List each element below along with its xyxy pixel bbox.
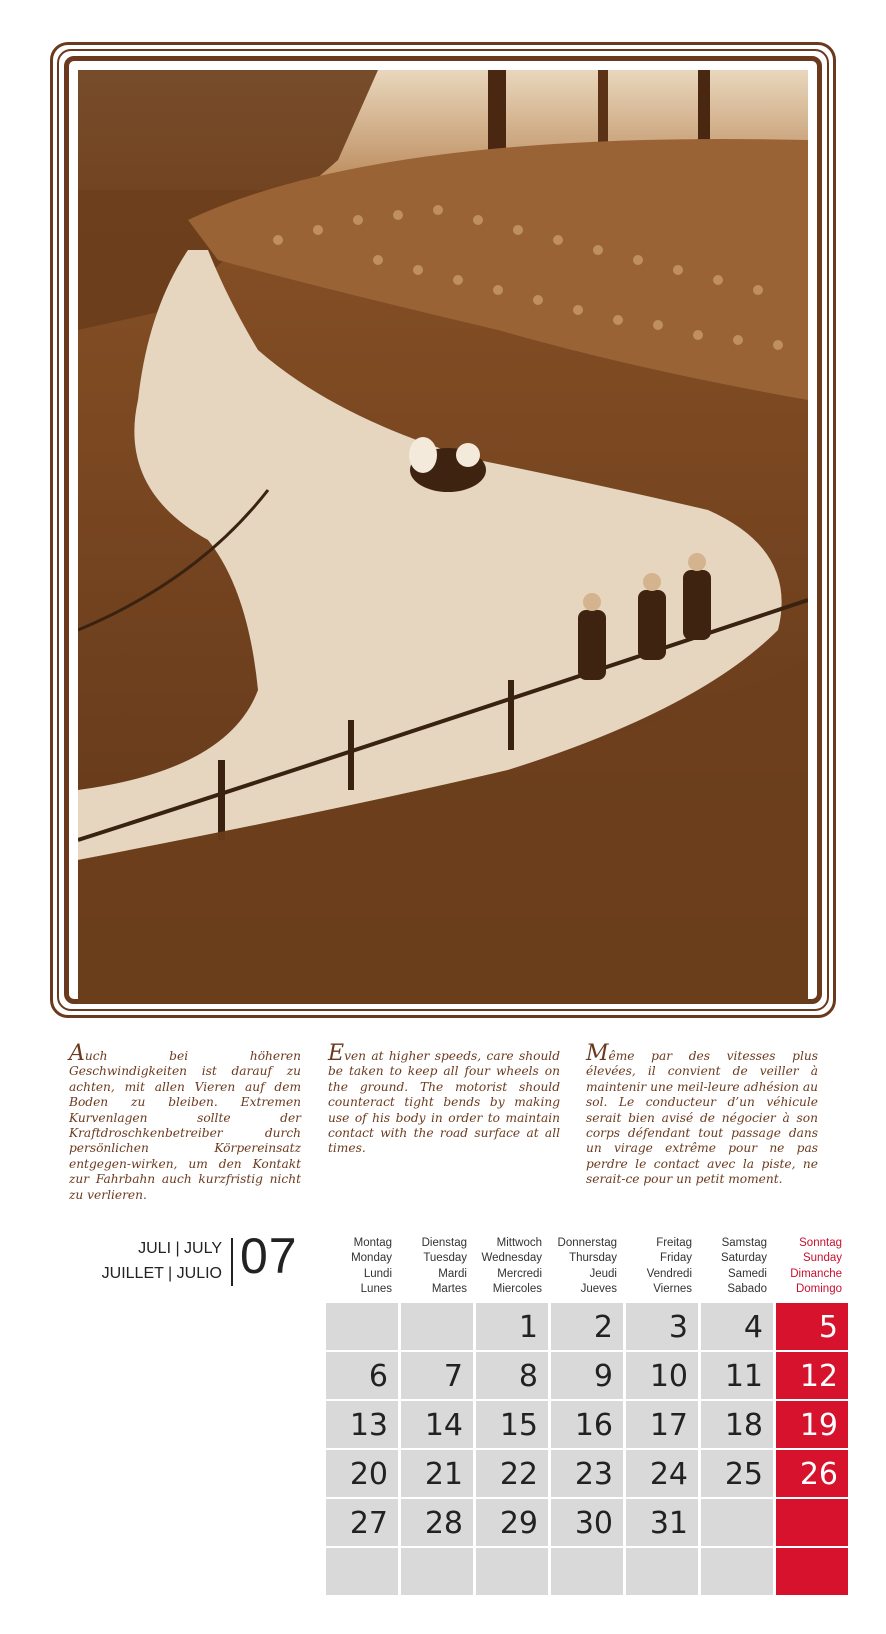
weekday-label-en: Wednesday (481, 1252, 542, 1265)
calendar-day-cell[interactable] (551, 1352, 623, 1399)
weekday-label-fr: Mardi (438, 1267, 467, 1280)
calendar-day-cell[interactable] (701, 1401, 773, 1448)
calendar-day-cell[interactable] (476, 1303, 548, 1350)
calendar-day-cell[interactable] (701, 1303, 773, 1350)
calendar-day-number: 20 (349, 1457, 388, 1492)
calendar-day-cell (551, 1548, 623, 1595)
weekday-label-es: Jueves (580, 1282, 617, 1295)
calendar-day-number: 18 (724, 1408, 763, 1443)
calendar-day-cell (701, 1548, 773, 1595)
calendar-day-cell[interactable] (476, 1352, 548, 1399)
weekday-label-en: Monday (351, 1252, 392, 1265)
calendar-day-number: 2 (593, 1310, 613, 1345)
month-names (92, 1236, 222, 1286)
calendar-day-cell[interactable] (551, 1303, 623, 1350)
weekday-label-de: Donnerstag (557, 1237, 617, 1249)
calendar-day-number: 31 (649, 1506, 688, 1541)
photo-illustration (78, 70, 808, 1004)
calendar-day-cell (326, 1303, 398, 1350)
calendar-day-number: 11 (724, 1359, 763, 1394)
calendar-day-cell[interactable] (326, 1499, 398, 1546)
weekday-header-wednesday (462, 1236, 542, 1297)
calendar-day-cell (476, 1548, 548, 1595)
calendar-day-cell[interactable] (476, 1401, 548, 1448)
calendar-day-number: 13 (349, 1408, 388, 1443)
calendar-day-number: 17 (649, 1408, 688, 1443)
calendar-day-cell[interactable] (401, 1499, 473, 1546)
calendar-day-cell[interactable] (776, 1401, 848, 1448)
month-name-line-2: JUILLET | JULIO (101, 1265, 222, 1282)
weekday-header-thursday (537, 1236, 617, 1297)
weekday-label-es: Viernes (653, 1282, 692, 1295)
calendar-day-number: 10 (649, 1359, 688, 1394)
weekday-label-de: Dienstag (421, 1237, 467, 1249)
calendar-day-number: 21 (424, 1457, 463, 1492)
calendar-day-number: 29 (499, 1506, 538, 1541)
weekday-header-friday (612, 1236, 692, 1297)
calendar-day-number: 30 (574, 1506, 613, 1541)
calendar-day-cell[interactable] (326, 1450, 398, 1497)
caption-german-text: uch bei höheren Geschwindigkeiten ist darauf zu achten, mit allen Vieren auf dem Boden zu bleiben. Extremen Kurvenlagen sollte der Kraftdroschkenbetreiber durch persönlichen Körpereinsatz entgegen-wirken, um den Kontakt zur Fahrbahn auch kurzfristig nicht zu verlieren. (69, 1049, 301, 1202)
calendar-day-cell (626, 1548, 698, 1595)
calendar-day-cell[interactable] (476, 1499, 548, 1546)
month-number: 07 (240, 1228, 298, 1284)
calendar-day-cell[interactable] (626, 1450, 698, 1497)
caption-french (586, 1041, 818, 1188)
calendar-day-cell[interactable] (401, 1450, 473, 1497)
caption-english-initial: E (328, 1041, 345, 1066)
calendar-day-cell[interactable] (626, 1401, 698, 1448)
calendar-day-number: 5 (818, 1310, 838, 1345)
calendar-day-number: 4 (743, 1310, 763, 1345)
calendar-day-number: 6 (368, 1359, 388, 1394)
calendar-day-number: 14 (424, 1408, 463, 1443)
weekday-label-es: Martes (431, 1282, 467, 1295)
weekday-label-de: Mittwoch (496, 1237, 542, 1249)
calendar-day-number: 24 (649, 1457, 688, 1492)
calendar-day-number: 7 (443, 1359, 463, 1394)
weekday-label-en: Saturday (720, 1252, 767, 1265)
calendar-day-number: 15 (499, 1408, 538, 1443)
caption-english (328, 1041, 560, 1157)
weekday-label-en: Friday (660, 1252, 692, 1265)
calendar-day-number: 28 (424, 1506, 463, 1541)
weekday-label-en: Thursday (569, 1252, 617, 1265)
calendar-day-cell (401, 1303, 473, 1350)
weekday-label-fr: Lundi (363, 1267, 392, 1280)
calendar-day-cell (701, 1499, 773, 1546)
calendar-day-cell (776, 1548, 848, 1595)
caption-french-initial: M (586, 1041, 609, 1066)
caption-german (69, 1041, 301, 1203)
weekday-header-saturday (687, 1236, 767, 1297)
calendar-day-number: 16 (574, 1408, 613, 1443)
calendar-day-cell[interactable] (701, 1352, 773, 1399)
sepia-race-photo (78, 70, 808, 1004)
caption-french-text: ême par des vitesses plus élevées, il convient de veiller à maintenir une meil-leure adhésion au sol. Le conducteur d’un véhicule serait bien avisé de négocier à son corps défendant tout passage dans un virage extrême pour ne pas perdre le contact avec la piste, ne serait-ce pour un petit moment. (586, 1049, 818, 1187)
calendar-day-cell (401, 1548, 473, 1595)
weekday-label-de: Sonntag (799, 1237, 842, 1249)
calendar-day-cell[interactable] (401, 1401, 473, 1448)
weekday-label-en: Sunday (802, 1252, 842, 1265)
weekday-header-sunday (762, 1236, 842, 1297)
month-name-line-1: JULI | JULY (138, 1240, 222, 1257)
weekday-label-fr: Jeudi (589, 1267, 617, 1280)
calendar-grid (303, 1303, 849, 1600)
calendar-day-cell[interactable] (701, 1450, 773, 1497)
weekday-label-fr: Mercredi (497, 1267, 542, 1280)
weekday-label-en: Tuesday (423, 1252, 467, 1265)
calendar-day-cell[interactable] (551, 1450, 623, 1497)
caption-german-initial: A (69, 1041, 85, 1066)
weekday-label-fr: Dimanche (790, 1267, 842, 1280)
weekday-label-fr: Samedi (728, 1267, 767, 1280)
calendar-day-cell (326, 1548, 398, 1595)
month-divider (231, 1238, 233, 1286)
calendar-day-number: 12 (799, 1359, 838, 1394)
calendar-day-number: 22 (499, 1457, 538, 1492)
caption-english-text: ven at higher speeds, care should be taken to keep all four wheels on the ground. The motorist should counteract tight bends by making use of his body in order to maintain contact with the road surface at all times. (328, 1049, 560, 1156)
calendar-day-number: 23 (574, 1457, 613, 1492)
calendar-day-cell[interactable] (626, 1499, 698, 1546)
calendar-day-cell[interactable] (551, 1499, 623, 1546)
calendar-day-number: 9 (593, 1359, 613, 1394)
weekday-label-es: Domingo (795, 1282, 842, 1295)
calendar-day-cell[interactable] (626, 1303, 698, 1350)
weekday-label-fr: Vendredi (646, 1267, 692, 1280)
weekday-header-monday (312, 1236, 392, 1297)
calendar-day-number: 26 (799, 1457, 838, 1492)
calendar-day-number: 1 (518, 1310, 538, 1345)
calendar-day-cell[interactable] (776, 1303, 848, 1350)
calendar-day-cell[interactable] (326, 1401, 398, 1448)
weekday-label-es: Lunes (360, 1282, 392, 1295)
calendar-day-number: 25 (724, 1457, 763, 1492)
weekday-label-de: Samstag (721, 1237, 767, 1249)
calendar-day-number: 8 (518, 1359, 538, 1394)
calendar-day-number: 3 (668, 1310, 688, 1345)
calendar-day-cell[interactable] (401, 1352, 473, 1399)
calendar-day-cell[interactable] (626, 1352, 698, 1399)
calendar-day-number: 27 (349, 1506, 388, 1541)
calendar-day-cell[interactable] (776, 1352, 848, 1399)
calendar-day-cell[interactable] (776, 1450, 848, 1497)
calendar-day-number: 19 (799, 1408, 838, 1443)
calendar-day-cell[interactable] (476, 1450, 548, 1497)
calendar-day-cell[interactable] (326, 1352, 398, 1399)
weekday-label-de: Freitag (656, 1237, 692, 1249)
weekday-label-es: Miercoles (492, 1282, 542, 1295)
weekday-header-tuesday (387, 1236, 467, 1297)
calendar-day-cell (776, 1499, 848, 1546)
weekday-label-es: Sabado (727, 1282, 767, 1295)
calendar-day-cell[interactable] (551, 1401, 623, 1448)
weekday-label-de: Montag (353, 1237, 392, 1249)
